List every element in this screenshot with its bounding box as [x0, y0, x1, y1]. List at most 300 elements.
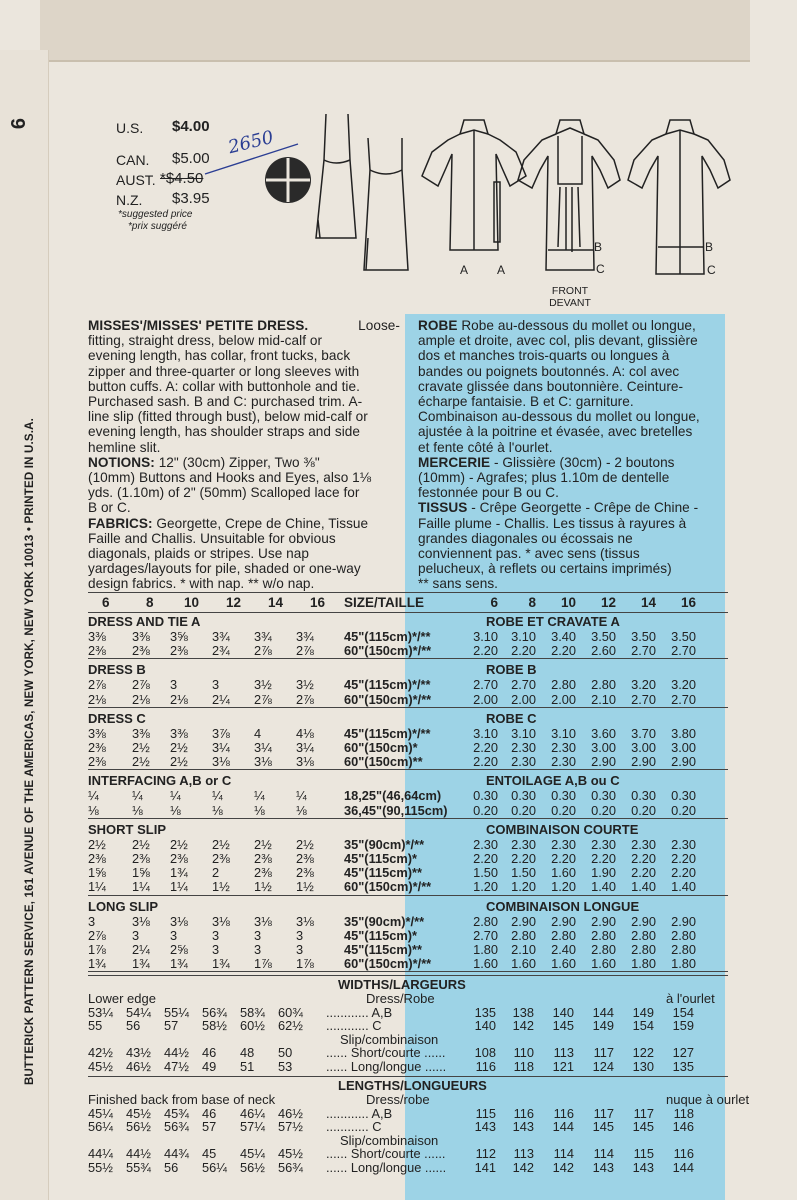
yardage-meters: 2.30: [551, 754, 576, 770]
size-header-en: 8: [146, 595, 154, 610]
yardage-row: [88, 837, 728, 852]
measure-inches: 45: [202, 1146, 217, 1162]
view-label-b2: B: [705, 240, 714, 254]
yardage-meters: 3.50: [631, 629, 656, 644]
yardage-yds: 2⅞: [88, 677, 106, 693]
yardage-fabric-width: 45"(115cm)**: [344, 865, 422, 881]
yardage-yds: 4: [254, 725, 262, 741]
yardage-meters: 2.80: [551, 927, 576, 943]
measure-inches: 53: [278, 1058, 293, 1074]
measure-cm: 149: [592, 1018, 614, 1034]
measure-row: [88, 1059, 728, 1074]
yardage-row: [88, 928, 728, 943]
robe-line: ample et droite, avec col, plis devant, glissière: [418, 333, 698, 349]
yardage-meters: 1.80: [631, 956, 656, 972]
yardage-yds: 1⅝: [88, 865, 106, 881]
yardage-meters: 3.10: [473, 629, 498, 644]
yardage-meters: 0.30: [671, 788, 696, 804]
yardage-meters: 2.70: [473, 677, 498, 693]
yardage-meters: 3.10: [551, 725, 576, 741]
measure-inches: 55: [88, 1018, 103, 1034]
yardage-meters: 0.20: [511, 802, 536, 818]
yardage-yds: 2⅜: [170, 851, 188, 866]
measure-inches: 45¼: [88, 1105, 113, 1121]
description-en-line: hemline slit.: [88, 439, 161, 455]
robe-line: Robe au-dessous du mollet ou longue,: [461, 318, 696, 333]
measure-cm: 142: [552, 1159, 574, 1175]
measure-inches: 56¾: [278, 1159, 303, 1175]
yardage-meters: 2.20: [473, 851, 498, 866]
measure-subhead-right: nuque à ourlet: [666, 1092, 750, 1108]
yardage-yds: 3⅛: [254, 913, 272, 929]
yardage-yds: 3⅜: [132, 725, 150, 741]
yardage-fabric-width: 36,45"(90,115cm): [344, 802, 448, 818]
yardage-meters: 2.20: [511, 643, 536, 659]
yardage-yds: 2⅞: [296, 643, 314, 659]
yardage-yds: 3½: [254, 677, 272, 693]
yardage-yds: 1¾: [132, 956, 150, 972]
yardage-meters: 3.70: [631, 725, 656, 741]
size-header-en: 10: [184, 595, 200, 610]
measure-cm: 146: [672, 1119, 694, 1135]
measure-cm: 116: [673, 1146, 694, 1162]
measure-inches: 56½: [126, 1119, 151, 1135]
measure-inches: 45¼: [240, 1146, 265, 1162]
yardage-yds: 3: [132, 927, 140, 943]
price-label-can: CAN.: [116, 152, 150, 168]
yardage-yds: 4⅛: [296, 725, 314, 741]
view-label-b1: B: [594, 240, 603, 254]
chart-rule: [88, 818, 728, 819]
measure-cm: 116: [475, 1058, 496, 1074]
yardage-fabric-width: 60"(150cm)**: [344, 754, 423, 770]
measure-title-text: WIDTHS/LARGEURS: [338, 977, 466, 993]
measure-inches: 45¾: [164, 1105, 189, 1121]
measure-inches: 57: [164, 1018, 179, 1034]
yardage-yds: 2¼: [132, 942, 150, 957]
measure-inches: 53¼: [88, 1004, 113, 1020]
measure-inches: 57: [202, 1119, 217, 1135]
yardage-meters: 0.20: [551, 802, 576, 818]
measure-cm: 140: [474, 1018, 496, 1034]
yardage-meters: 2.20: [591, 851, 616, 866]
description-en-line: Loose-: [358, 318, 400, 333]
description-en-line: zipper and three-quarter or long sleeves with: [88, 363, 360, 379]
measure-inches: 49: [202, 1058, 217, 1074]
yardage-yds: 3: [296, 927, 304, 943]
view-label-a1: A: [460, 263, 469, 277]
yardage-yds: 3⅛: [170, 913, 188, 929]
yardage-meters: 2.20: [671, 865, 696, 881]
measure-inches: 44¾: [164, 1146, 189, 1162]
yardage-yds: 2⅝: [170, 942, 188, 957]
yardage-yds: 2⅜: [296, 851, 314, 866]
size-header-fr: 12: [600, 595, 616, 610]
measure-subhead-right: à l'ourlet: [666, 991, 715, 1007]
yardage-meters: 1.60: [511, 956, 536, 972]
section-title-en: DRESS B: [88, 662, 146, 678]
yardage-yds: 3⅜: [88, 629, 106, 644]
yardage-fabric-width: 45"(115cm)*: [344, 851, 417, 866]
size-header-en: 6: [102, 595, 110, 610]
measure-subhead-left: Lower edge: [88, 991, 156, 1007]
description-en-line: Purchased sash. B and C: purchased trim. A-: [88, 394, 363, 410]
measure-inches: 42½: [88, 1045, 113, 1061]
section-title-en: SHORT SLIP: [88, 821, 167, 837]
yardage-yds: 3⅝: [170, 629, 188, 644]
measure-cm: 118: [673, 1105, 694, 1121]
measure-slip-label: Slip/combinaison: [340, 1031, 439, 1047]
measure-subhead-dress: Dress/Robe: [366, 991, 435, 1007]
yardage-yds: 1⅞: [254, 956, 272, 972]
yardage-yds: 3⅛: [212, 754, 230, 770]
yardage-meters: 2.20: [473, 740, 498, 755]
yardage-meters: 2.80: [671, 927, 696, 943]
yardage-yds: 1¼: [132, 879, 150, 895]
section-title-fr: ENTOILAGE A,B ou C: [486, 773, 620, 789]
measure-cm: 144: [552, 1119, 574, 1135]
yardage-meters: 0.30: [591, 788, 616, 804]
yardage-yds: 2⅜: [88, 851, 106, 866]
chart-rule: [88, 769, 728, 770]
yardage-meters: 3.10: [511, 629, 536, 644]
yardage-meters: 2.80: [591, 942, 616, 957]
yardage-meters: 2.80: [631, 927, 656, 943]
measure-cm: 141: [474, 1159, 496, 1175]
yardage-section-title: [88, 614, 728, 629]
yardage-meters: 1.60: [473, 956, 498, 972]
measure-inches: 45½: [88, 1058, 113, 1074]
section-title-fr: COMBINAISON COURTE: [486, 821, 639, 837]
yardage-yds: 1½: [296, 879, 314, 895]
price-value-aust: *$4.50: [160, 170, 204, 187]
price-value-can: $5.00: [172, 150, 210, 167]
measure-cm: 138: [512, 1004, 534, 1020]
yardage-meters: 3.00: [591, 740, 616, 755]
yardage-yds: ¼: [254, 788, 265, 804]
measure-cm: 108: [474, 1045, 496, 1061]
measure-cm: 135: [672, 1058, 694, 1074]
yardage-meters: 3.50: [671, 629, 696, 644]
measure-inches: 45½: [278, 1146, 303, 1162]
yardage-meters: 2.30: [671, 836, 696, 852]
yardage-meters: 1.60: [591, 956, 616, 972]
yardage-yds: ¼: [132, 788, 143, 804]
yardage-yds: 2⅜: [254, 865, 272, 881]
chart-rule: [88, 975, 728, 976]
suggested-price-fr: *prix suggéré: [128, 221, 187, 232]
measure-cm: 115: [633, 1146, 654, 1162]
measure-inches: 46: [202, 1105, 217, 1121]
tissus-line: pelucheux, à reflets ou certains imprimés): [418, 561, 672, 577]
yardage-yds: 3¾: [296, 629, 314, 644]
yardage-section-title: [88, 899, 728, 914]
yardage-meters: 2.80: [631, 942, 656, 957]
measure-cm: 127: [672, 1045, 694, 1061]
measure-inches: 56½: [240, 1159, 265, 1175]
yardage-yds: 2⅜: [296, 865, 314, 881]
measure-inches: 45½: [126, 1105, 151, 1121]
yardage-fabric-width: 60"(150cm)*/**: [344, 691, 432, 707]
yardage-row: [88, 740, 728, 755]
measure-cm: 145: [632, 1119, 654, 1135]
yardage-yds: 3: [170, 927, 178, 943]
yardage-yds: 1½: [212, 879, 230, 895]
yardage-meters: 2.20: [551, 643, 576, 659]
yardage-yds: ¼: [170, 788, 181, 804]
measure-cm: 114: [553, 1146, 574, 1162]
yardage-meters: 2.20: [631, 865, 656, 881]
envelope-flap: [40, 0, 750, 62]
yardage-fabric-width: 35"(90cm)*/**: [344, 836, 425, 852]
robe-line: bandes ou poignets boutonnés. A: col avec: [418, 363, 680, 379]
yardage-yds: 2⅞: [254, 643, 272, 659]
section-title-en: LONG SLIP: [88, 898, 159, 914]
yardage-row: [88, 803, 728, 818]
publisher-address: BUTTERICK PATTERN SERVICE, 161 AVENUE OF THE AMERICAS, NEW YORK, NEW YORK 10013 • PRINTED IN U.S.A.: [24, 417, 36, 1085]
yardage-row: [88, 942, 728, 957]
yardage-fabric-width: 45"(115cm)**: [344, 942, 422, 957]
yardage-meters: 2.70: [631, 691, 656, 707]
yardage-meters: 1.90: [591, 865, 616, 881]
yardage-meters: 2.90: [631, 754, 656, 770]
yardage-yds: 3⅛: [296, 754, 314, 770]
yardage-yds: 2⅛: [132, 691, 150, 707]
description-en-line: evening length, has collar, front tucks, back: [88, 348, 351, 364]
yardage-yds: 3⅜: [88, 725, 106, 741]
yardage-yds: 3: [254, 942, 262, 957]
measure-cm: 116: [513, 1105, 534, 1121]
measure-cm: 144: [672, 1159, 694, 1175]
yardage-row: [88, 726, 728, 741]
yardage-yds: 1⅞: [88, 942, 106, 957]
yardage-yds: ⅛: [254, 802, 265, 818]
notions-line: yds. (1.10m) of 2" (50mm) Scalloped lace for: [88, 485, 360, 501]
yardage-yds: 2⅜: [170, 643, 188, 659]
yardage-yds: 3⅜: [132, 629, 150, 644]
measure-title-text: LENGTHS/LONGUEURS: [338, 1078, 487, 1094]
measure-cm: 154: [632, 1018, 654, 1034]
measure-cm: 112: [475, 1146, 496, 1162]
fabrics-line: yardages/layouts for pile, shaded or one-way: [88, 561, 361, 577]
mercerie-line: - Glissière (30cm) - 2 boutons: [493, 454, 675, 470]
notions-line: (10mm) Buttons and Hooks and Eyes, also 1⅛: [88, 470, 372, 486]
yardage-meters: 3.80: [671, 725, 696, 741]
description-en-line: line slip (fitted through bust), below mid-calf or: [88, 409, 368, 425]
yardage-meters: 2.70: [671, 643, 696, 659]
yardage-meters: 2.90: [591, 754, 616, 770]
measure-title: [88, 977, 728, 992]
notions-line: 12" (30cm) Zipper, Two ⅜": [158, 454, 320, 470]
yardage-row: [88, 629, 728, 644]
yardage-yds: 1¼: [170, 879, 188, 895]
yardage-meters: 2.60: [591, 643, 616, 659]
mercerie-line: festonnée pour B ou C.: [418, 485, 559, 501]
yardage-yds: 3: [254, 927, 262, 943]
yardage-yds: 2½: [170, 740, 188, 755]
handwritten-price: 2650: [226, 126, 276, 159]
yardage-row: [88, 914, 728, 929]
measure-title: [88, 1078, 728, 1093]
measure-inches: 55½: [88, 1159, 113, 1175]
yardage-section-title: [88, 711, 728, 726]
yardage-row: [88, 692, 728, 707]
yardage-yds: ¼: [88, 788, 99, 804]
chart-rule: [88, 658, 728, 659]
yardage-yds: 2⅜: [254, 851, 272, 866]
yardage-yds: 1⅝: [132, 865, 150, 881]
yardage-meters: 3.00: [631, 740, 656, 755]
mercerie-label: MERCERIE: [418, 454, 491, 470]
measure-cm: 116: [553, 1105, 574, 1121]
yardage-yds: 3¼: [212, 740, 230, 755]
yardage-yds: 2½: [88, 836, 106, 852]
yardage-yds: 3⅞: [212, 725, 230, 741]
yardage-meters: 2.70: [631, 643, 656, 659]
measure-slip-label: Slip/combinaison: [340, 1132, 439, 1148]
yardage-yds: ⅛: [88, 802, 99, 818]
yardage-meters: 2.80: [473, 913, 498, 929]
tissus-line: ** sans sens.: [418, 576, 498, 592]
yardage-row: [88, 865, 728, 880]
yardage-meters: 2.80: [591, 927, 616, 943]
yardage-meters: 1.20: [511, 879, 536, 895]
chart-top-rule: [88, 592, 728, 593]
yardage-row: [88, 754, 728, 769]
yardage-yds: 3⅛: [132, 913, 150, 929]
measure-cm: 143: [474, 1119, 496, 1135]
yardage-yds: ⅛: [132, 802, 143, 818]
yardage-yds: 2½: [170, 754, 188, 770]
yardage-yds: 2½: [132, 836, 150, 852]
measure-inches: 47½: [164, 1058, 189, 1074]
measure-cm: 114: [593, 1146, 614, 1162]
yardage-meters: 2.30: [631, 836, 656, 852]
yardage-meters: 2.90: [671, 913, 696, 929]
yardage-yds: 3¼: [296, 740, 314, 755]
notions-label: NOTIONS:: [88, 454, 155, 470]
measure-view-label: ............ C: [326, 1119, 382, 1135]
tissus-line: grandes diagonales ou écossais ne: [418, 530, 633, 546]
yardage-yds: 2½: [132, 754, 150, 770]
yardage-yds: 2½: [132, 740, 150, 755]
fabrics-line: diagonals, plaids or stripes. Use nap: [88, 546, 309, 562]
measure-inches: 56¾: [202, 1004, 227, 1020]
yardage-yds: 3⅛: [254, 754, 272, 770]
pattern-number-fragment: 6: [8, 117, 31, 130]
measure-cm: 115: [475, 1105, 496, 1121]
fabrics-label: FABRICS:: [88, 515, 153, 531]
section-title-en: DRESS C: [88, 710, 146, 726]
yardage-yds: 2⅛: [170, 691, 188, 707]
yardage-meters: 2.80: [511, 927, 536, 943]
devant-label: DEVANT: [549, 297, 591, 309]
chart-rule: [88, 612, 728, 613]
tissus-label: TISSUS: [418, 500, 468, 516]
tissus-line: - Crêpe Georgette - Crêpe de Chine -: [471, 500, 699, 516]
section-title-fr: ROBE B: [486, 662, 537, 678]
measure-inches: 60½: [240, 1018, 265, 1034]
yardage-meters: 1.60: [551, 865, 576, 881]
yardage-yds: 2⅞: [132, 677, 150, 693]
yardage-fabric-width: 60"(150cm)*/**: [344, 643, 432, 659]
fabrics-line: Georgette, Crepe de Chine, Tissue: [156, 515, 369, 531]
measure-inches: 56¼: [202, 1159, 227, 1175]
yardage-yds: 2⅞: [296, 691, 314, 707]
chart-rule: [88, 707, 728, 708]
measure-cm: 113: [513, 1146, 534, 1162]
size-header-en: 12: [226, 595, 242, 610]
notions-line: B or C.: [88, 500, 131, 516]
measure-subhead-left: Finished back from base of neck: [88, 1092, 276, 1108]
measure-cm: 143: [592, 1159, 614, 1175]
measure-inches: 46¼: [240, 1105, 265, 1121]
measure-cm: 140: [552, 1004, 574, 1020]
measure-view-label: ...... Short/courte ......: [326, 1045, 446, 1061]
yardage-meters: 2.70: [511, 677, 536, 693]
yardage-meters: 0.30: [551, 788, 576, 804]
price-label-us: U.S.: [116, 120, 144, 136]
yardage-yds: 2⅜: [212, 851, 230, 866]
yardage-meters: 1.40: [631, 879, 656, 895]
yardage-meters: 1.20: [473, 879, 498, 895]
yardage-yds: 3: [170, 677, 178, 693]
section-title-en: DRESS AND TIE A: [88, 614, 201, 629]
yardage-yds: 1¾: [212, 956, 230, 972]
yardage-meters: 2.20: [631, 851, 656, 866]
size-header-fr: 6: [490, 595, 498, 610]
yardage-yds: 2⅞: [88, 927, 106, 943]
yardage-meters: 2.20: [473, 754, 498, 770]
yardage-fabric-width: 18,25"(46,64cm): [344, 788, 442, 804]
yardage-yds: 1¾: [88, 956, 106, 972]
measure-inches: 58¾: [240, 1004, 265, 1020]
yardage-yds: 3⅛: [212, 913, 230, 929]
description-en-title: MISSES'/MISSES' PETITE DRESS.: [88, 318, 309, 333]
measure-inches: 50: [278, 1045, 293, 1061]
butterick-circle-logo-icon: [262, 154, 314, 206]
yardage-yds: 2¼: [212, 691, 230, 707]
robe-line: écharpe fantaisie. B et C: garniture.: [418, 394, 634, 410]
front-label: FRONT: [551, 285, 589, 297]
size-header-fr: 10: [560, 595, 576, 610]
yardage-meters: 3.20: [671, 677, 696, 693]
yardage-meters: 0.20: [631, 802, 656, 818]
yardage-fabric-width: 45"(115cm)*: [344, 927, 417, 943]
yardage-meters: 2.90: [671, 754, 696, 770]
measure-cm: 145: [592, 1119, 614, 1135]
yardage-fabric-width: 60"(150cm)*/**: [344, 879, 432, 895]
yardage-row: [88, 851, 728, 866]
measure-cm: 145: [552, 1018, 574, 1034]
yardage-meters: 2.00: [473, 691, 498, 707]
yardage-meters: 2.10: [511, 942, 536, 957]
yardage-meters: 3.10: [511, 725, 536, 741]
chart-rule: [88, 971, 728, 972]
yardage-yds: 2¾: [212, 643, 230, 659]
robe-line: dos et manches trois-quarts ou longues à: [418, 348, 670, 364]
robe-line: cravate glissée dans boutonnière. Ceinture-: [418, 378, 684, 394]
yardage-meters: 2.40: [551, 942, 576, 957]
measure-cm: 110: [513, 1045, 534, 1061]
yardage-meters: 2.30: [591, 836, 616, 852]
measure-cm: 149: [632, 1004, 654, 1020]
yardage-meters: 3.60: [591, 725, 616, 741]
section-title-fr: ROBE ET CRAVATE A: [486, 614, 620, 629]
yardage-section-title: [88, 773, 728, 788]
yardage-meters: 2.80: [551, 677, 576, 693]
description-en-line: button cuffs. A: collar with buttonhole and tie.: [88, 378, 360, 394]
